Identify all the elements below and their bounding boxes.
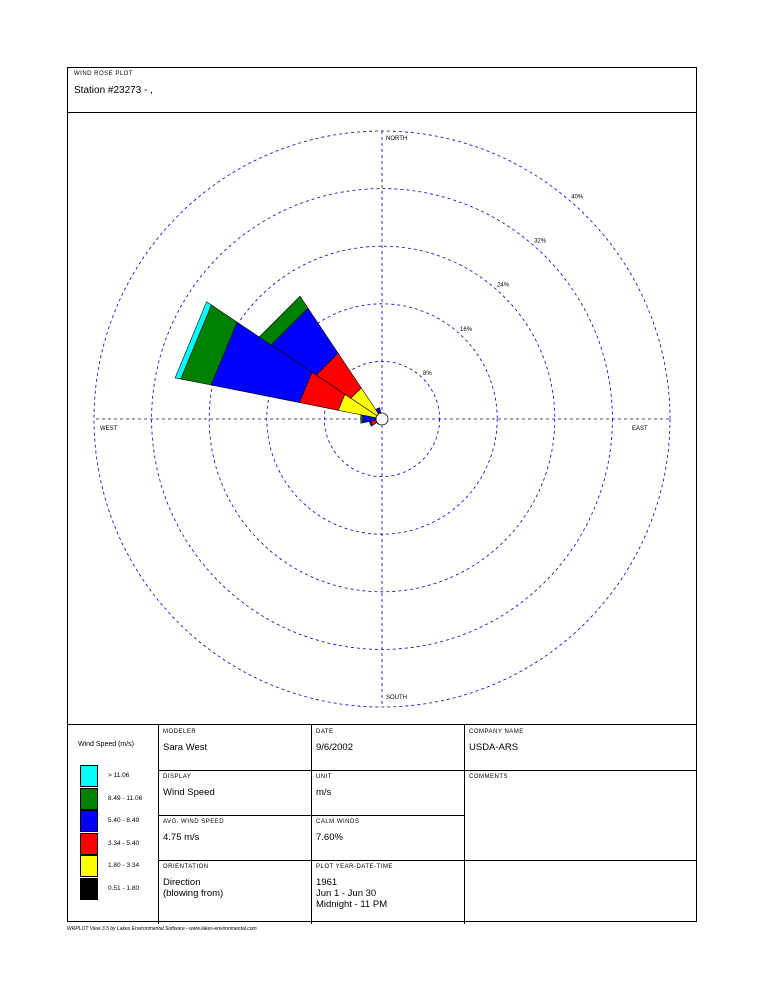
orientation-line-1: Direction — [163, 877, 201, 888]
info-panel — [68, 724, 696, 924]
legend-label: 1.80 - 3.34 — [108, 862, 140, 869]
display-label: DISPLAY — [163, 774, 192, 780]
plot-time-range: Midnight - 11 PM — [316, 899, 388, 910]
ring-label: 24% — [497, 282, 510, 289]
ring-label: 16% — [460, 326, 473, 333]
ring-label-group — [423, 194, 584, 376]
legend-swatch — [80, 833, 98, 855]
legend-label: 0.51 - 1.80 — [108, 884, 140, 892]
avg-speed-label: AVG. WIND SPEED — [163, 819, 225, 825]
divider — [158, 770, 696, 771]
plot-time-label: PLOT YEAR-DATE-TIME — [316, 864, 393, 870]
legend-swatch — [80, 810, 98, 832]
legend-label: > 11.06 — [108, 772, 130, 779]
legend-swatch — [80, 788, 98, 810]
date-label: DATE — [316, 729, 334, 735]
legend-swatch — [80, 878, 98, 900]
calm-circle — [376, 413, 388, 425]
legend-swatch — [80, 855, 98, 877]
wind-rose-chart — [68, 113, 696, 723]
direction-north: NORTH — [386, 136, 408, 142]
divider — [158, 725, 159, 924]
ring-label: 40% — [571, 194, 584, 201]
modeler-label: MODELER — [163, 729, 197, 735]
legend-label: 8.49 - 11.06 — [108, 794, 143, 802]
modeler-value: Sara West — [163, 742, 208, 753]
plot-frame — [67, 67, 697, 922]
legend-label: 5.40 - 8.49 — [108, 817, 140, 824]
ring-label: 8% — [423, 370, 432, 377]
company-label: COMPANY NAME — [469, 729, 524, 735]
calm-winds-value: 7.60% — [316, 832, 343, 843]
station-title: Station #23273 - , — [74, 85, 153, 96]
direction-west: WEST — [100, 426, 118, 432]
date-value: 9/6/2002 — [316, 742, 353, 753]
plot-year: 1961 — [316, 877, 338, 888]
direction-south: SOUTH — [386, 695, 407, 701]
divider — [158, 815, 464, 816]
avg-speed-value: 4.75 m/s — [163, 832, 200, 843]
spoke-group — [175, 296, 382, 426]
orientation-label: ORIENTATION — [163, 864, 209, 870]
comments-label: COMMENTS — [469, 774, 508, 780]
direction-east: EAST — [632, 426, 648, 432]
unit-label: UNIT — [316, 774, 332, 780]
orientation-line-2: (blowing from) — [163, 888, 224, 899]
unit-value: m/s — [316, 787, 332, 798]
spoke-segment — [361, 415, 363, 423]
company-value: USDA-ARS — [469, 742, 519, 753]
divider — [158, 860, 696, 861]
plot-type-label: WIND ROSE PLOT — [74, 71, 134, 77]
legend-swatch — [80, 765, 98, 787]
plot-date-range: Jun 1 - Jun 30 — [316, 888, 377, 899]
footer-credit: WRPLOT View 3.5 by Lakes Environmental Software - www.lakes-environmental.com — [67, 926, 257, 932]
legend-title: Wind Speed (m/s) — [78, 741, 135, 748]
display-value: Wind Speed — [163, 787, 215, 798]
divider — [464, 725, 465, 924]
ring-label: 32% — [534, 238, 547, 245]
divider — [311, 725, 312, 924]
calm-winds-label: CALM WINDS — [316, 819, 360, 825]
legend-label: 3.34 - 5.40 — [108, 839, 140, 847]
